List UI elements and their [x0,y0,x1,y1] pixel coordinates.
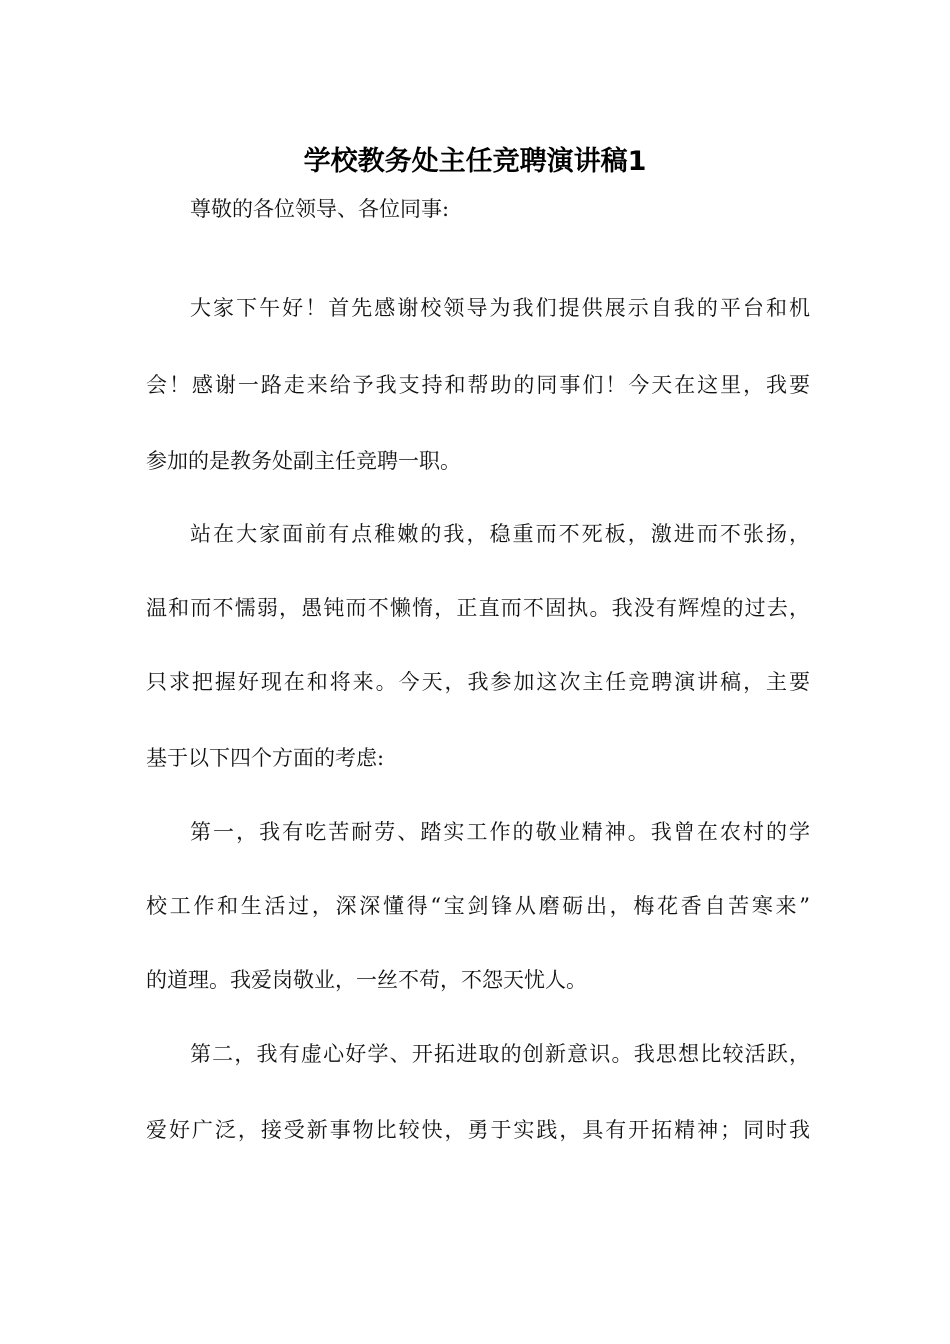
paragraph-line: 温和而不懦弱，愚钝而不懒惰，正直而不固执。我没有辉煌的过去， [146,596,810,620]
paragraph-line: 第一，我有吃苦耐劳、踏实工作的敬业精神。我曾在农村的学 [190,820,810,844]
paragraph-line: 爱好广泛，接受新事物比较快，勇于实践，具有开拓精神；同时我 [146,1118,810,1142]
paragraph-line: 只求把握好现在和将来。今天，我参加这次主任竞聘演讲稿，主要 [146,670,810,694]
paragraph-line: 校工作和生活过，深深懂得“宝剑锋从磨砺出，梅花香自苦寒来” [146,894,810,918]
paragraph-line: 参加的是教务处副主任竞聘一职。 [146,449,461,473]
paragraph-line: 的道理。我爱岗敬业，一丝不苟，不怨天忧人。 [146,968,587,992]
paragraph-line: 会！感谢一路走来给予我支持和帮助的同事们！今天在这里，我要 [146,373,810,397]
document-title: 学校教务处主任竞聘演讲稿1 [303,146,647,177]
paragraph-salutation: 尊敬的各位领导、各位同事: [190,197,450,221]
paragraph-line: 站在大家面前有点稚嫩的我，稳重而不死板，激进而不张扬， [190,522,810,546]
paragraph-line: 第二，我有虚心好学、开拓进取的创新意识。我思想比较活跃， [190,1042,810,1066]
paragraph-line: 基于以下四个方面的考虑: [146,746,385,770]
paragraph-line: 大家下午好！首先感谢校领导为我们提供展示自我的平台和机 [190,296,810,320]
